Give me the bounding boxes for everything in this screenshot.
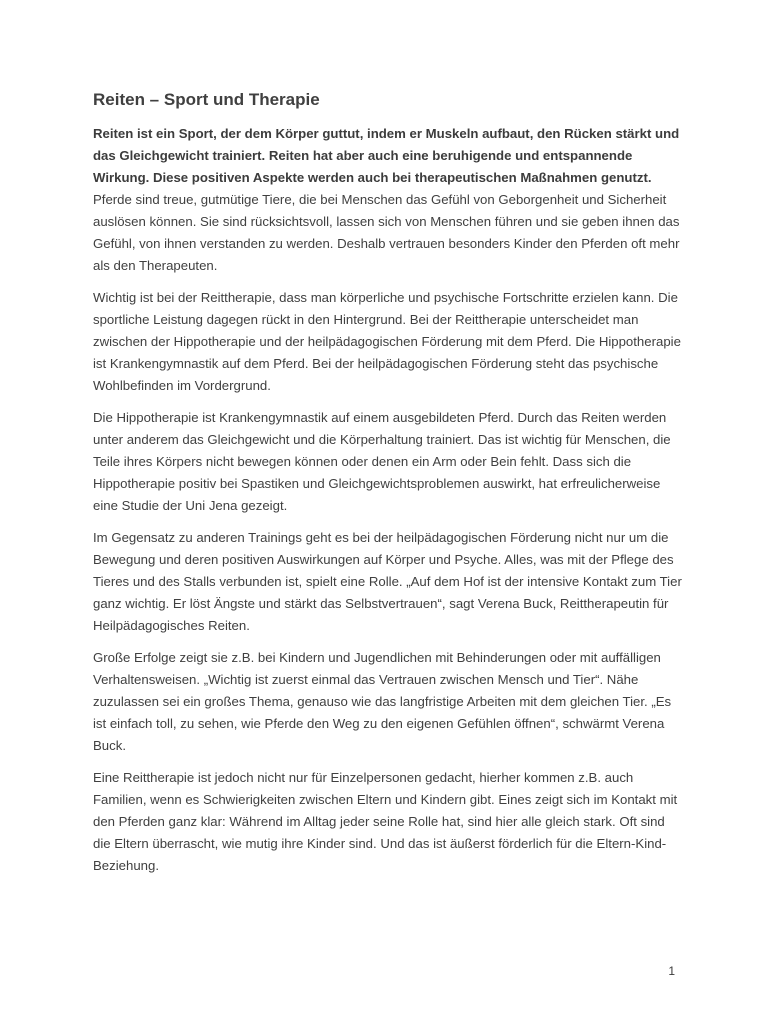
body-paragraph: Die Hippotherapie ist Krankengymnastik auf einem ausgebildeten Pferd. Durch das Reiten werden unter anderem das Gleichgewicht und die Körperhaltung trainiert. Das ist wichtig für Menschen, die Teile ihres Körpers nicht bewegen können oder denen ein Arm oder Bein fehlt. Dass sich die Hippotherapie positiv bei Spastiken und Gleichgewichtsproblemen auswirkt, hat erfreulicherweise eine Studie der Uni Jena gezeigt. bbox=[93, 410, 671, 513]
body-paragraph: Wichtig ist bei der Reittherapie, dass man körperliche und psychische Fortschritte erzielen kann. Die sportliche Leistung dagegen rückt in den Hintergrund. Bei der Reittherapie unterscheidet man zwischen der Hippotherapie und der heilpädagogischen Förderung mit dem Pferd. Die Hippotherapie ist Krankengymnastik auf dem Pferd. Bei der heilpädagogischen Förderung steht das psychische Wohlbefinden im Vordergrund. bbox=[93, 290, 681, 393]
body-paragraph: Im Gegensatz zu anderen Trainings geht es bei der heilpädagogischen Förderung nicht nur um die Bewegung und deren positiven Auswirkungen auf Körper und Psyche. Alles, was mit der Pflege des Tieres und des Stalls verbunden ist, spielt eine Rolle. „Auf dem Hof ist der intensive Kontakt zum Tier ganz wichtig. Er löst Ängste und stärkt das Selbstvertrauen“, sagt Verena Buck, Reittherapeutin für Heilpädagogisches Reiten. bbox=[93, 530, 682, 633]
lead-paragraph: Reiten ist ein Sport, der dem Körper guttut, indem er Muskeln aufbaut, den Rücken stärkt und das Gleichgewicht trainiert. Reiten hat aber auch eine beruhigende und entspannende Wirkung. Diese positiven Aspekte werden auch bei therapeutischen Maßnahmen genutzt. bbox=[93, 126, 680, 185]
page-number: 1 bbox=[668, 964, 675, 978]
document-title: Reiten – Sport und Therapie bbox=[93, 90, 320, 109]
body-paragraph: Große Erfolge zeigt sie z.B. bei Kindern und Jugendlichen mit Behinderungen oder mit auffälligen Verhaltensweisen. „Wichtig ist zuerst einmal das Vertrauen zwischen Mensch und Tier“. Nähe zuzulassen sei ein großes Thema, genauso wie das langfristige Arbeiten mit dem gleichen Tier. „Es ist einfach toll, zu sehen, wie Pferde den Weg zu den eigenen Gefühlen öffnen“, schwärmt Verena Buck. bbox=[93, 650, 672, 753]
body-paragraph: Eine Reittherapie ist jedoch nicht nur für Einzelpersonen gedacht, hierher kommen z.B. auch Familien, wenn es Schwierigkeiten zwischen Eltern und Kindern gibt. Eines zeigt sich im Kontakt mit den Pferden ganz klar: Während im Alltag jeder seine Rolle hat, sind hier alle gleich stark. Oft sind die Eltern überrascht, wie mutig ihre Kinder sind. Und das ist äußerst förderlich für die Eltern-Kind-Beziehung. bbox=[93, 770, 678, 873]
body-paragraph: Pferde sind treue, gutmütige Tiere, die bei Menschen das Gefühl von Geborgenheit und Sicherheit auslösen können. Sie sind rücksichtsvoll, lassen sich von Menschen führen und sie geben ihnen das Gefühl, von ihnen verstanden zu werden. Deshalb vertrauen besonders Kinder den Pferden oft mehr als den Therapeuten. bbox=[93, 192, 680, 273]
document-page bbox=[93, 88, 683, 887]
